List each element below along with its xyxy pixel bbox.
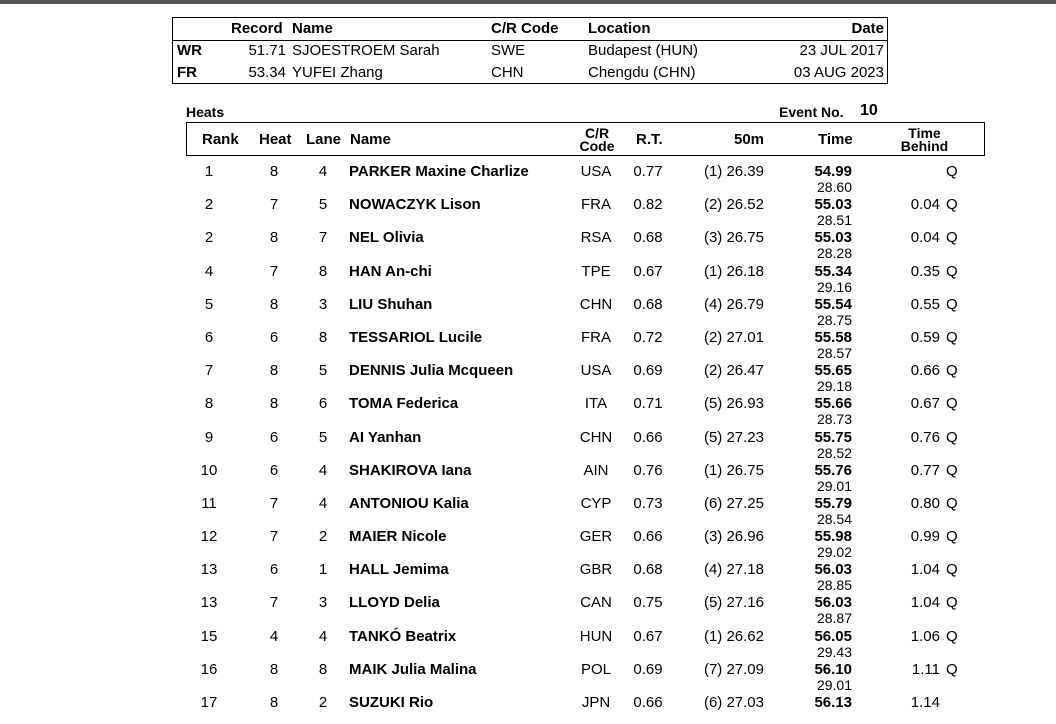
cell-lane: 7 [318,229,328,247]
cell-qualifier: Q [946,229,958,247]
records-header-record: Record [231,20,283,37]
table-row [0,625,1056,658]
cell-split-second: 28.52 [816,444,852,461]
results-column-header [186,122,985,156]
table-row [0,591,1056,627]
cell-split-second: 28.85 [816,577,852,594]
table-row [0,525,1056,561]
cell-split-50m: (5) 26.93 [703,395,764,413]
cell-qualifier: Q [946,528,958,546]
record-date: 03 AUG 2023 [793,64,884,81]
cell-heat: 8 [269,163,279,180]
cell-time-behind: 1.06 [910,627,940,645]
cell-heat: 7 [269,494,279,512]
cell-name: TANKÓ Beatrix [349,627,457,645]
cell-split-50m: (3) 26.75 [703,229,764,247]
cell-split-second: 28.57 [816,344,852,361]
col-code-top: C/R [584,125,610,141]
cell-lane: 4 [318,461,328,479]
cell-rank: 13 [200,561,218,579]
cell-qualifier: Q [946,362,958,380]
col-lane: Lane [306,131,342,148]
cell-split-50m: (4) 27.18 [703,561,764,579]
cell-time-behind: 0.66 [910,362,940,380]
cell-rt: 0.66 [633,694,663,711]
event-number: 10 [860,102,878,119]
cell-split-second: 29.01 [816,477,852,494]
cell-rt: 0.68 [633,561,663,579]
cell-heat: 6 [269,328,279,346]
cell-time-behind: 0.04 [910,229,940,247]
results-table [0,160,1056,724]
cell-rt: 0.82 [633,196,663,214]
records-header-location: Location [588,20,651,37]
cell-time: 56.03 [814,594,852,612]
table-row [0,293,1056,326]
cell-time-behind: 0.55 [910,295,940,313]
cell-rt: 0.69 [633,660,663,678]
cell-rank: 10 [200,461,218,479]
cell-rt: 0.67 [633,627,663,645]
cell-lane: 4 [318,627,328,645]
cell-qualifier: Q [946,461,958,479]
cell-name: HALL Jemima [349,561,449,579]
cell-rank: 2 [204,196,214,214]
cell-name: MAIER Nicole [349,528,447,546]
cell-lane: 3 [318,295,328,313]
cell-time: 55.03 [814,196,852,214]
cell-code: FRA [581,196,611,214]
cell-lane: 8 [318,660,328,678]
cell-qualifier: Q [946,196,958,214]
cell-heat: 8 [269,395,279,413]
cell-rank: 4 [204,262,214,280]
cell-qualifier: Q [946,328,958,346]
cell-split-second: 28.87 [816,610,852,627]
top-border [0,0,1056,4]
records-header-date: Date [851,20,884,37]
cell-split-second: 29.43 [816,643,852,660]
cell-heat: 8 [269,362,279,380]
cell-split-second: 28.51 [816,212,852,229]
cell-time-behind: 0.99 [910,528,940,546]
cell-name: ANTONIOU Kalia [349,494,469,512]
cell-code: HUN [579,627,613,645]
cell-split-50m: (5) 27.23 [703,428,764,446]
cell-name: SHAKIROVA Iana [349,461,472,479]
cell-lane: 2 [318,528,328,546]
cell-heat: 6 [269,561,279,579]
cell-rank: 2 [204,229,214,247]
cell-lane: 3 [318,594,328,612]
cell-split-50m: (6) 27.25 [703,494,764,512]
cell-code: RSA [580,229,612,247]
col-code-bottom: Code [579,138,615,154]
cell-rank: 16 [200,660,218,678]
cell-rank: 13 [200,594,218,612]
cell-rt: 0.73 [633,494,663,512]
cell-qualifier: Q [946,594,958,612]
cell-name: DENNIS Julia Mcqueen [349,362,514,380]
record-holder: SJOESTROEM Sarah [292,42,440,59]
cell-heat: 7 [269,528,279,546]
table-row [0,492,1056,525]
table-row [0,459,1056,492]
cell-time-behind: 0.80 [910,494,940,512]
cell-time-behind: 0.67 [910,395,940,413]
cell-split-50m: (6) 27.03 [703,694,764,711]
record-holder: YUFEI Zhang [292,64,383,81]
cell-split-second: 28.54 [816,510,852,527]
col-rt: R.T. [636,131,663,148]
cell-time: 55.66 [814,395,852,413]
record-location: Budapest (HUN) [588,42,699,59]
heats-label: Heats [186,104,225,120]
col-split: 50m [734,131,765,148]
cell-name: MAIK Julia Malina [349,660,477,678]
cell-rt: 0.71 [633,395,663,413]
cell-code: CHN [579,295,613,313]
cell-split-second: 29.02 [816,544,852,561]
cell-qualifier: Q [946,163,958,180]
cell-rt: 0.66 [633,428,663,446]
cell-code: CAN [580,594,612,612]
cell-rt: 0.77 [633,163,663,180]
table-row [0,160,1056,193]
cell-name: AI Yanhan [349,428,422,446]
cell-time: 56.13 [814,694,852,711]
cell-code: CHN [579,428,613,446]
cell-rt: 0.75 [633,594,663,612]
cell-heat: 6 [269,428,279,446]
cell-rank: 5 [204,295,214,313]
cell-lane: 5 [318,428,328,446]
cell-qualifier: Q [946,428,958,446]
cell-rank: 15 [200,627,218,645]
records-table [172,17,888,84]
cell-lane: 2 [318,694,328,711]
cell-name: PARKER Maxine Charlize [349,163,529,180]
cell-name: TESSARIOL Lucile [349,328,483,346]
cell-rank: 12 [200,528,218,546]
cell-rt: 0.68 [633,229,663,247]
cell-qualifier: Q [946,494,958,512]
cell-split-50m: (5) 27.16 [703,594,764,612]
cell-code: USA [580,362,612,380]
cell-code: CYP [580,494,612,512]
cell-code: GBR [579,561,613,579]
record-type: FR [177,64,197,81]
col-time: Time [818,131,853,148]
cell-lane: 8 [318,262,328,280]
cell-rank: 7 [204,362,214,380]
cell-time: 55.79 [814,494,852,512]
cell-time-behind: 1.11 [911,660,940,678]
cell-split-50m: (1) 26.62 [703,627,764,645]
cell-code: USA [580,163,612,180]
record-time: 51.71 [248,42,286,59]
records-header-code: C/R Code [491,20,559,37]
cell-code: AIN [583,461,609,479]
cell-name: NEL Olivia [349,229,424,247]
cell-code: GER [579,528,613,546]
cell-name: HAN An-chi [349,262,432,280]
cell-heat: 8 [269,229,279,247]
cell-split-second: 28.60 [816,179,852,195]
cell-split-second: 28.73 [816,411,852,428]
record-location: Chengdu (CHN) [588,64,696,81]
cell-heat: 4 [269,627,279,645]
cell-split-second: 28.28 [816,245,852,262]
event-label: Event No. [779,104,844,120]
cell-qualifier: Q [946,627,958,645]
cell-qualifier: Q [946,295,958,313]
cell-time: 55.75 [814,428,852,446]
cell-lane: 5 [318,362,328,380]
cell-name: TOMA Federica [349,395,459,413]
cell-code: TPE [581,262,611,280]
record-time: 53.34 [248,64,286,81]
cell-rt: 0.69 [633,362,663,380]
cell-time: 55.54 [814,295,852,313]
cell-code: POL [580,660,611,678]
cell-code: JPN [581,694,611,711]
cell-qualifier: Q [946,262,958,280]
cell-split-50m: (4) 26.79 [703,295,764,313]
cell-time: 56.03 [814,561,852,579]
cell-split-50m: (2) 26.47 [703,362,764,380]
cell-lane: 8 [318,328,328,346]
record-code: CHN [491,64,524,81]
cell-code: FRA [581,328,611,346]
cell-lane: 4 [318,163,328,180]
col-behind-top: Time [908,125,941,141]
cell-time: 56.05 [814,627,852,645]
cell-time-behind: 0.35 [910,262,940,280]
cell-rank: 1 [204,163,214,180]
record-date: 23 JUL 2017 [799,42,884,59]
col-name: Name [350,131,391,148]
col-behind-bottom: Behind [900,138,949,154]
cell-time: 55.76 [814,461,852,479]
cell-time: 55.03 [814,229,852,247]
cell-time-behind: 1.04 [910,594,940,612]
cell-time-behind: 0.77 [910,461,940,479]
cell-split-second: 28.75 [816,311,852,328]
cell-split-50m: (7) 27.09 [703,660,764,678]
cell-rt: 0.72 [633,328,663,346]
table-row [0,426,1056,459]
cell-rank: 6 [204,328,214,346]
cell-lane: 5 [318,196,328,214]
table-row [0,326,1056,359]
cell-time: 55.98 [814,528,852,546]
cell-time-behind: 0.76 [910,428,940,446]
cell-name: SUZUKI Rio [349,694,434,711]
table-row [0,658,1056,691]
cell-lane: 4 [318,494,328,512]
cell-name: LIU Shuhan [349,295,433,313]
cell-time-behind: 1.04 [910,561,940,579]
cell-lane: 6 [318,395,328,413]
cell-rt: 0.76 [633,461,663,479]
cell-split-50m: (2) 27.01 [703,328,764,346]
cell-rank: 8 [204,395,214,413]
cell-heat: 8 [269,295,279,313]
cell-name: NOWACZYK Lison [349,196,481,214]
cell-heat: 7 [269,594,279,612]
cell-heat: 8 [269,694,279,711]
records-divider [173,40,887,41]
cell-name: LLOYD Delia [349,594,440,612]
cell-time: 54.99 [814,163,852,180]
cell-qualifier: Q [946,660,958,678]
cell-heat: 8 [269,660,279,678]
cell-qualifier: Q [946,561,958,579]
table-row [0,193,1056,229]
table-row [0,359,1056,395]
cell-qualifier: Q [946,395,958,413]
record-type: WR [177,42,202,59]
col-heat: Heat [259,131,292,148]
cell-time-behind: 1.14 [910,694,940,711]
cell-time-behind: 0.04 [910,196,940,214]
col-rank: Rank [202,131,239,148]
cell-heat: 6 [269,461,279,479]
cell-split-second: 29.18 [816,378,852,395]
cell-heat: 7 [269,196,279,214]
cell-heat: 7 [269,262,279,280]
cell-time: 55.65 [814,362,852,380]
table-row [0,558,1056,594]
table-row [0,226,1056,262]
cell-code: ITA [584,395,608,413]
cell-time-behind: 0.59 [910,328,940,346]
cell-split-second: 29.01 [816,676,852,693]
record-code: SWE [491,42,526,59]
cell-time: 56.10 [814,660,852,678]
cell-split-second: 29.16 [816,278,852,295]
cell-rank: 11 [201,494,217,512]
cell-time: 55.34 [814,262,852,280]
cell-rt: 0.66 [633,528,663,546]
cell-split-50m: (1) 26.39 [703,163,764,180]
table-row [0,260,1056,293]
cell-rank: 9 [204,428,214,446]
cell-split-50m: (1) 26.18 [703,262,764,280]
cell-rank: 17 [200,694,218,711]
records-header-name: Name [292,20,333,37]
table-row [0,392,1056,428]
table-row [0,691,1056,724]
cell-rt: 0.67 [633,262,663,280]
cell-time: 55.58 [814,328,852,346]
cell-split-50m: (1) 26.75 [703,461,764,479]
cell-lane: 1 [318,561,328,579]
cell-split-50m: (2) 26.52 [703,196,764,214]
cell-rt: 0.68 [633,295,663,313]
cell-split-50m: (3) 26.96 [703,528,764,546]
